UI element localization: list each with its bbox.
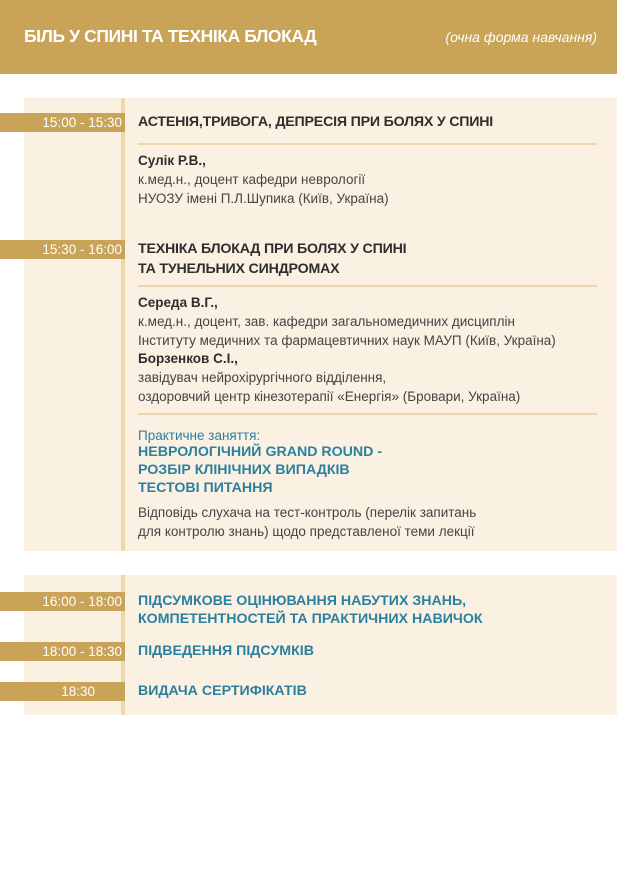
- session2-speaker1-line1: к.мед.н., доцент, зав. кафедри загальномедичних дисциплін: [138, 314, 515, 329]
- practical-title-line2: РОЗБІР КЛІНІЧНИХ ВИПАДКІВ: [138, 462, 350, 478]
- timeline-divider-main: [121, 98, 125, 551]
- session5-title: ВИДАЧА СЕРТИФІКАТІВ: [138, 683, 307, 699]
- session1-speaker-line2: НУОЗУ імені П.Л.Шупика (Київ, Україна): [138, 191, 389, 206]
- time-badge-session5: 18:30: [0, 682, 125, 701]
- page-header: [0, 0, 617, 74]
- session4-title: ПІДВЕДЕННЯ ПІДСУМКІВ: [138, 643, 314, 659]
- time-badge-session4: 18:00 - 18:30: [0, 642, 125, 661]
- separator: [138, 413, 597, 415]
- session3-title-line1: ПІДСУМКОВЕ ОЦІНЮВАННЯ НАБУТИХ ЗНАНЬ,: [138, 593, 467, 609]
- session3-title-line2: КОМПЕТЕНТНОСТЕЙ ТА ПРАКТИЧНИХ НАВИЧОК: [138, 611, 483, 627]
- test-description-line1: Відповідь слухача на тест-контроль (перелік запитань: [138, 505, 477, 520]
- session2-speaker1-name: Середа В.Г.,: [138, 295, 218, 310]
- practical-label: Практичне заняття:: [138, 428, 261, 443]
- time-badge-session1: 15:00 - 15:30: [0, 113, 125, 132]
- separator: [138, 285, 597, 287]
- practical-title-line3: ТЕСТОВІ ПИТАННЯ: [138, 480, 273, 496]
- time-badge-session2: 15:30 - 16:00: [0, 240, 125, 259]
- session2-title-line1: ТЕХНІКА БЛОКАД ПРИ БОЛЯХ У СПИНІ: [138, 241, 407, 257]
- time-badge-session3: 16:00 - 18:00: [0, 592, 125, 611]
- session1-speaker-line1: к.мед.н., доцент кафедри неврології: [138, 172, 366, 187]
- session2-speaker2-line1: завідувач нейрохірургічного відділення,: [138, 370, 387, 385]
- session2-speaker1-line2: Інституту медичних та фармацевтичних наук МАУП (Київ, Україна): [138, 333, 556, 348]
- session1-speaker-name: Сулік Р.В.,: [138, 153, 206, 168]
- practical-title-line1: НЕВРОЛОГІЧНИЙ GRAND ROUND -: [138, 444, 383, 460]
- session2-title-line2: ТА ТУНЕЛЬНИХ СИНДРОМАХ: [138, 261, 340, 277]
- session2-speaker2-line2: оздоровчий центр кінезотерапії «Енергія» (Бровари, Україна): [138, 389, 521, 404]
- page-subtitle: (очна форма навчання): [445, 29, 597, 45]
- page-title: БІЛЬ У СПИНІ ТА ТЕХНІКА БЛОКАД: [24, 26, 317, 46]
- test-description-line2: для контролю знань) щодо представленої теми лекції: [138, 524, 475, 539]
- session1-title: АСТЕНІЯ,ТРИВОГА, ДЕПРЕСІЯ ПРИ БОЛЯХ У СПИНІ: [138, 114, 494, 130]
- separator: [138, 143, 597, 145]
- session2-speaker2-name: Борзенков С.І.,: [138, 351, 238, 366]
